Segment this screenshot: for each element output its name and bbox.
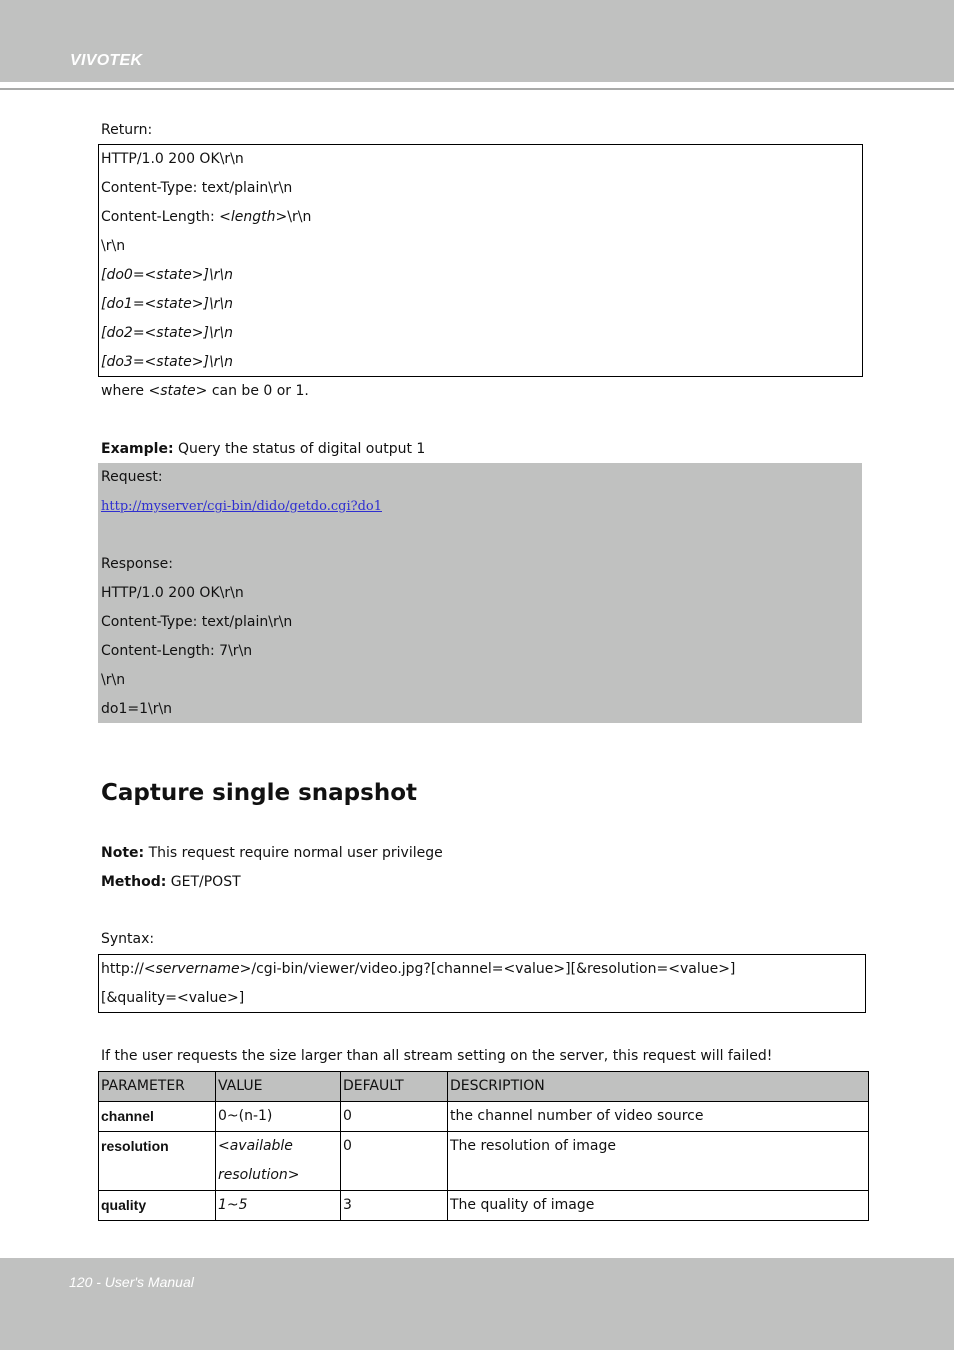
table-header-row <box>99 1072 869 1102</box>
param-default: 0 <box>341 1102 448 1132</box>
request-label: Request: <box>101 469 163 485</box>
return-line: Content-Length: <length>\r\n <box>101 209 312 225</box>
parameter-table <box>98 1071 869 1221</box>
syntax-line: [&quality=<value>] <box>101 990 245 1006</box>
param-name: quality <box>99 1191 216 1221</box>
return-line: [do1=<state>]\r\n <box>101 296 234 312</box>
return-line: [do3=<state>]\r\n <box>101 354 234 370</box>
param-default: 0 <box>341 1132 448 1191</box>
example-heading: Example: Query the status of digital output 1 <box>101 441 426 457</box>
param-name: channel <box>99 1102 216 1132</box>
state-note: where <state> can be 0 or 1. <box>101 383 309 399</box>
return-line: HTTP/1.0 200 OK\r\n <box>101 151 244 167</box>
param-description: The resolution of image <box>448 1132 869 1191</box>
response-line: do1=1\r\n <box>101 701 173 717</box>
response-line: \r\n <box>101 672 126 688</box>
syntax-box <box>98 954 866 1013</box>
table-row <box>99 1132 869 1191</box>
example-box <box>98 463 862 723</box>
table-row <box>99 1102 869 1132</box>
param-default: 3 <box>341 1191 448 1221</box>
param-description: the channel number of video source <box>448 1102 869 1132</box>
column-header: VALUE <box>216 1072 341 1102</box>
param-description: The quality of image <box>448 1191 869 1221</box>
page-number: 120 - User's Manual <box>69 1274 194 1290</box>
brand-logo: VIVOTEK <box>70 52 143 69</box>
response-line: Content-Type: text/plain\r\n <box>101 614 293 630</box>
syntax-line: http://<servername>/cgi-bin/viewer/video.jpg?[channel=<value>][&resolution=<value>] <box>101 961 736 977</box>
header-divider <box>0 88 954 90</box>
table-row <box>99 1191 869 1221</box>
method-line: Method: GET/POST <box>101 874 241 890</box>
section-title: Capture single snapshot <box>101 780 417 806</box>
return-line: Content-Type: text/plain\r\n <box>101 180 293 196</box>
param-value: <available resolution> <box>216 1132 341 1191</box>
header-band <box>0 0 954 82</box>
privilege-note: Note: This request require normal user privilege <box>101 845 443 861</box>
column-header: DEFAULT <box>341 1072 448 1102</box>
column-header: DESCRIPTION <box>448 1072 869 1102</box>
param-name: resolution <box>99 1132 216 1191</box>
return-line: \r\n <box>101 238 126 254</box>
return-box <box>98 144 863 377</box>
response-label: Response: <box>101 556 173 572</box>
footer-band <box>0 1258 954 1350</box>
param-value: 1~5 <box>216 1191 341 1221</box>
response-line: HTTP/1.0 200 OK\r\n <box>101 585 244 601</box>
request-url-link[interactable]: http://myserver/cgi-bin/dido/getdo.cgi?do1 <box>101 499 382 514</box>
size-warning: If the user requests the size larger than all stream setting on the server, this request will failed! <box>101 1048 773 1064</box>
return-label: Return: <box>101 122 153 138</box>
response-line: Content-Length: 7\r\n <box>101 643 253 659</box>
syntax-label: Syntax: <box>101 931 155 947</box>
column-header: PARAMETER <box>99 1072 216 1102</box>
return-line: [do0=<state>]\r\n <box>101 267 234 283</box>
return-line: [do2=<state>]\r\n <box>101 325 234 341</box>
param-value: 0~(n-1) <box>216 1102 341 1132</box>
